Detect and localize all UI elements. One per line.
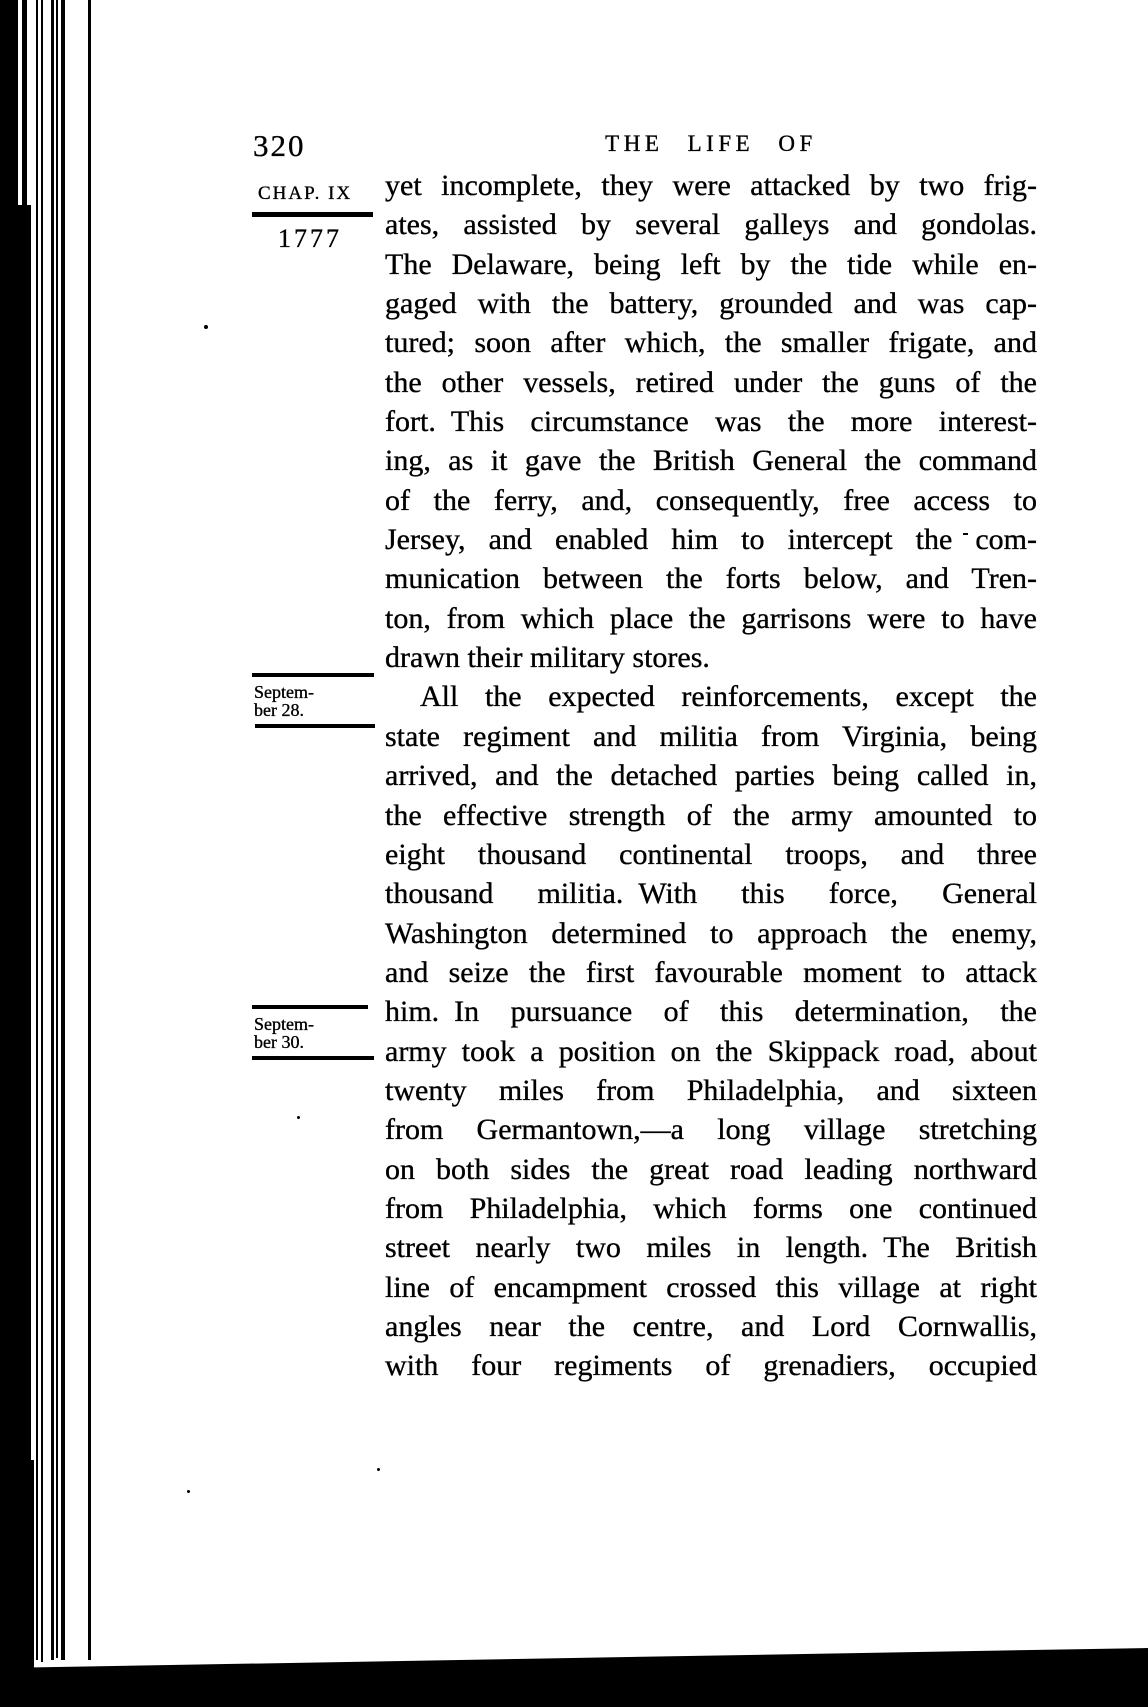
scan-speck xyxy=(377,1468,380,1471)
sidenote-rule xyxy=(252,673,374,677)
text-line: angles near the centre, and Lord Cornwallis, xyxy=(385,1309,1037,1343)
sidenote-rule xyxy=(252,212,373,217)
text-line: fort. This circumstance was the more interest- xyxy=(385,405,1037,439)
scan-speck xyxy=(297,1116,300,1119)
scan-binding-line xyxy=(22,0,27,1660)
text-line: Washington determined to approach the enemy, xyxy=(385,916,1037,950)
text-line: tured; soon after which, the smaller frigate, and xyxy=(385,326,1037,360)
text-line: All the expected reinforcements, except the xyxy=(420,680,1037,714)
sidenote-date-line: Septem- xyxy=(254,682,314,702)
scan-binding-bar xyxy=(0,1460,34,1675)
page-number: 320 xyxy=(253,128,306,163)
text-line: of the ferry, and, consequently, free access to xyxy=(385,483,1037,517)
sidenote-year: 1777 xyxy=(278,224,342,253)
body-text xyxy=(385,166,1037,1386)
text-line: from Germantown,—a long village stretching xyxy=(385,1113,1037,1147)
text-line: The Delaware, being left by the tide while en- xyxy=(385,247,1037,281)
scan-binding-line xyxy=(56,0,58,1658)
text-line: line of encampment crossed this village at right xyxy=(385,1270,1037,1304)
text-line: eight thousand continental troops, and three xyxy=(385,837,1037,871)
text-line: him. In pursuance of this determination, the xyxy=(385,995,1037,1029)
text-line: army took a position on the Skippack road, about xyxy=(385,1034,1037,1068)
text-line: the effective strength of the army amounted to xyxy=(385,798,1037,832)
text-line: from Philadelphia, which forms one continued xyxy=(385,1191,1037,1225)
text-line: gaged with the battery, grounded and was cap- xyxy=(385,287,1037,321)
text-line: yet incomplete, they were attacked by two frig- xyxy=(385,169,1037,202)
scan-binding-line xyxy=(61,0,65,1660)
text-line: state regiment and militia from Virginia, being xyxy=(385,719,1037,753)
scan-binding-line xyxy=(88,0,91,1660)
text-line: on both sides the great road leading northward xyxy=(385,1152,1037,1186)
scan-speck xyxy=(204,325,208,329)
text-line: ton, from which place the garrisons were to have xyxy=(385,601,1037,635)
scan-bottom-bar xyxy=(0,1645,1148,1707)
sidenote-rule xyxy=(252,1056,374,1060)
text-line: munication between the forts below, and Tren- xyxy=(385,562,1037,596)
text-line: arrived, and the detached parties being called in, xyxy=(385,759,1037,793)
text-line: Jersey, and enabled him to intercept the com- xyxy=(385,523,1037,557)
text-line: thousand militia. With this force, General xyxy=(385,877,1037,911)
running-header: THE LIFE OF xyxy=(605,131,817,156)
text-line: and seize the first favourable moment to attack xyxy=(385,955,1037,989)
scan-binding-line xyxy=(41,0,43,1662)
sidenote-date-sep30 xyxy=(254,1016,314,1051)
scan-binding-line xyxy=(36,0,38,1660)
scan-binding-line xyxy=(51,0,54,1660)
text-line: ing, as it gave the British General the command xyxy=(385,444,1037,478)
text-line: with four regiments of grenadiers, occupied xyxy=(385,1349,1037,1383)
sidenote-date-sep28 xyxy=(254,684,314,719)
text-line: drawn their military stores. xyxy=(385,641,710,675)
text-line: twenty miles from Philadelphia, and sixteen xyxy=(385,1073,1037,1107)
scan-speck xyxy=(187,1490,190,1493)
text-line: ates, assisted by several galleys and gondolas. xyxy=(385,208,1037,242)
sidenote-rule xyxy=(252,1005,368,1009)
sidenote-date-line: Septem- xyxy=(254,1014,314,1034)
text-line: street nearly two miles in length. The British xyxy=(385,1231,1037,1265)
sidenote-date-line: ber 28. xyxy=(254,699,304,720)
scan-binding-bar xyxy=(0,0,18,208)
sidenote-rule xyxy=(255,724,375,728)
sidenote-date-line: ber 30. xyxy=(254,1031,304,1052)
text-line: the other vessels, retired under the guns of the xyxy=(385,365,1037,399)
sidenote-chapter: CHAP. IX xyxy=(258,183,353,204)
